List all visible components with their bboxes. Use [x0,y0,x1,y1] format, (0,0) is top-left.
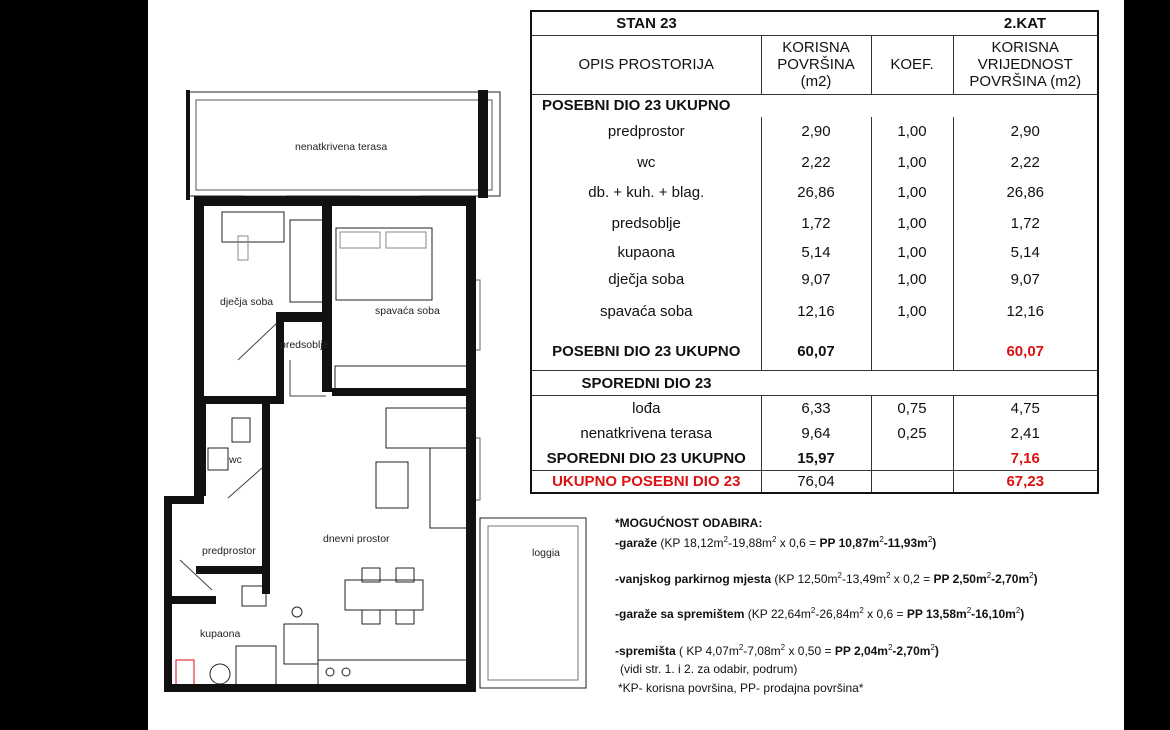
room-label-terrace: nenatkrivena terasa [295,141,388,153]
table-row [531,239,1098,267]
row-coef: 1,00 [871,239,953,267]
row-value: 12,16 [953,292,1098,333]
bed [336,228,432,300]
row-name: kupaona [617,244,676,262]
header-area-l1: KORISNA [782,39,850,57]
tv-table [376,462,408,508]
total2-row [531,446,1098,470]
table-row [531,117,1098,148]
row-value: 2,90 [953,117,1098,148]
room-label-hall: predsoblje [280,339,329,351]
row-name: wc [637,153,656,171]
row-area: 2,90 [761,117,871,148]
row-area: 1,72 [761,208,871,239]
table-row [531,178,1098,209]
row-name: predsoblje [611,214,681,232]
table-row [531,292,1098,333]
section1-row [531,94,1098,116]
notes-title: *MOGUĆNOST ODABIRA: [615,516,763,530]
row-coef: 1,00 [871,117,953,148]
loggia-outline [480,518,586,688]
sofa [386,408,468,448]
row-area: 26,86 [761,178,871,209]
row-name: lođa [531,395,761,421]
total1-row [531,332,1098,371]
kitchen-counter [284,624,318,664]
total1-label: POSEBNI DIO 23 UKUPNO [552,342,741,360]
grand-total-label: UKUPNO POSEBNI DIO 23 [531,471,761,494]
total2-area: 15,97 [761,446,871,470]
row-name: spavaća soba [599,303,693,321]
row-coef: 1,00 [871,178,953,209]
toilet [232,418,250,442]
header-area-l2: POVRŠINA [777,56,855,74]
total1-value: 60,07 [953,332,1098,371]
grand-total-row [531,471,1098,494]
section1-label: POSEBNI DIO 23 UKUPNO [531,94,1098,116]
room-label-loggia: loggia [532,547,561,559]
floor-label: 2.KAT [1003,14,1047,32]
header-coef: KOEF. [871,35,953,94]
table-row [531,267,1098,291]
room-label-wc: wc [229,454,242,466]
row-coef: 0,75 [871,395,953,421]
row-value: 2,41 [953,422,1098,446]
section2-row [531,371,1098,395]
row-area: 9,64 [761,422,871,446]
room-label-bedroom: spavaća soba [375,305,440,317]
table-row [531,395,1098,421]
room-label-living: dnevni prostor [323,533,390,545]
header-room: OPIS PROSTORIJA [531,35,761,94]
note-garage: -garaže (KP $18,12m^2-19,88m^2$ x 0,6 = PP $10,87m^2-11,93m^2$) [615,535,937,550]
row-area: 12,16 [761,292,871,333]
room-label-kids-room: dječja soba [220,296,274,308]
header-area [761,35,871,94]
table-row [531,422,1098,446]
grand-total-area: 76,04 [761,471,871,494]
row-name: dječja soba [608,270,685,288]
note-garage-storage: -garaže sa spremištem (KP $22,64m^2-26,84m^2$ x 0,6 = PP $13,58m^2-16,10m^2$) [615,606,1025,621]
note-parking: -vanjskog parkirnog mjesta (KP $12,50m^2-13,49m^2$ x 0,2 = PP $2,50m^2-2,70m^2$) [615,571,1038,586]
row-area: 2,22 [761,147,871,178]
row-value: 2,22 [953,147,1098,178]
row-area: 5,14 [761,239,871,267]
row-value: 1,72 [953,208,1098,239]
total2-value: 7,16 [953,446,1098,470]
total1-area: 60,07 [761,332,871,371]
table-title-row [531,11,1098,35]
kids-bed [290,220,324,302]
table-row [531,147,1098,178]
row-value: 5,14 [953,239,1098,267]
grand-total-value: 67,23 [953,471,1098,494]
dining-table [345,580,423,610]
shower [236,646,276,686]
row-area: 6,33 [761,395,871,421]
room-label-entry: predprostor [202,545,256,557]
row-coef: 1,00 [871,208,953,239]
desk [222,212,284,242]
table-row [531,208,1098,239]
section2-label: SPOREDNI DIO 23 [531,371,761,395]
row-coef: 1,00 [871,292,953,333]
header-area-l3: (m2) [800,73,832,91]
total2-label: SPOREDNI DIO 23 UKUPNO [546,449,746,467]
row-coef: 1,00 [871,147,953,178]
row-value: 4,75 [953,395,1098,421]
row-coef: 1,00 [871,267,953,291]
row-name: nenatkrivena terasa [580,425,713,443]
note-legend: *KP- korisna površina, PP- prodajna površina* [618,681,864,695]
row-area: 9,07 [761,267,871,291]
area-table [530,10,1099,494]
header-value-l1: KORISNA [991,39,1059,57]
apartment-label: STAN 23 [616,14,677,32]
row-coef: 0,25 [871,422,953,446]
note-see-pages: (vidi str. 1. i 2. za odabir, podrum) [620,662,798,676]
header-value-l3: POVRŠINA (m2) [969,73,1082,91]
note-storage: -spremišta ( KP $4,07m^2-7,08m^2$ x 0,50 = PP $2,04m^2-2,70m^2$) [615,643,939,658]
header-value [953,35,1098,94]
row-value: 26,86 [953,178,1098,209]
table-header-row [531,35,1098,94]
row-name: db. + kuh. + blag. [588,184,705,202]
row-name: predprostor [607,123,685,141]
header-value-l2: VRIJEDNOST [977,56,1073,74]
row-value: 9,07 [953,267,1098,291]
room-label-bathroom: kupaona [200,628,241,640]
